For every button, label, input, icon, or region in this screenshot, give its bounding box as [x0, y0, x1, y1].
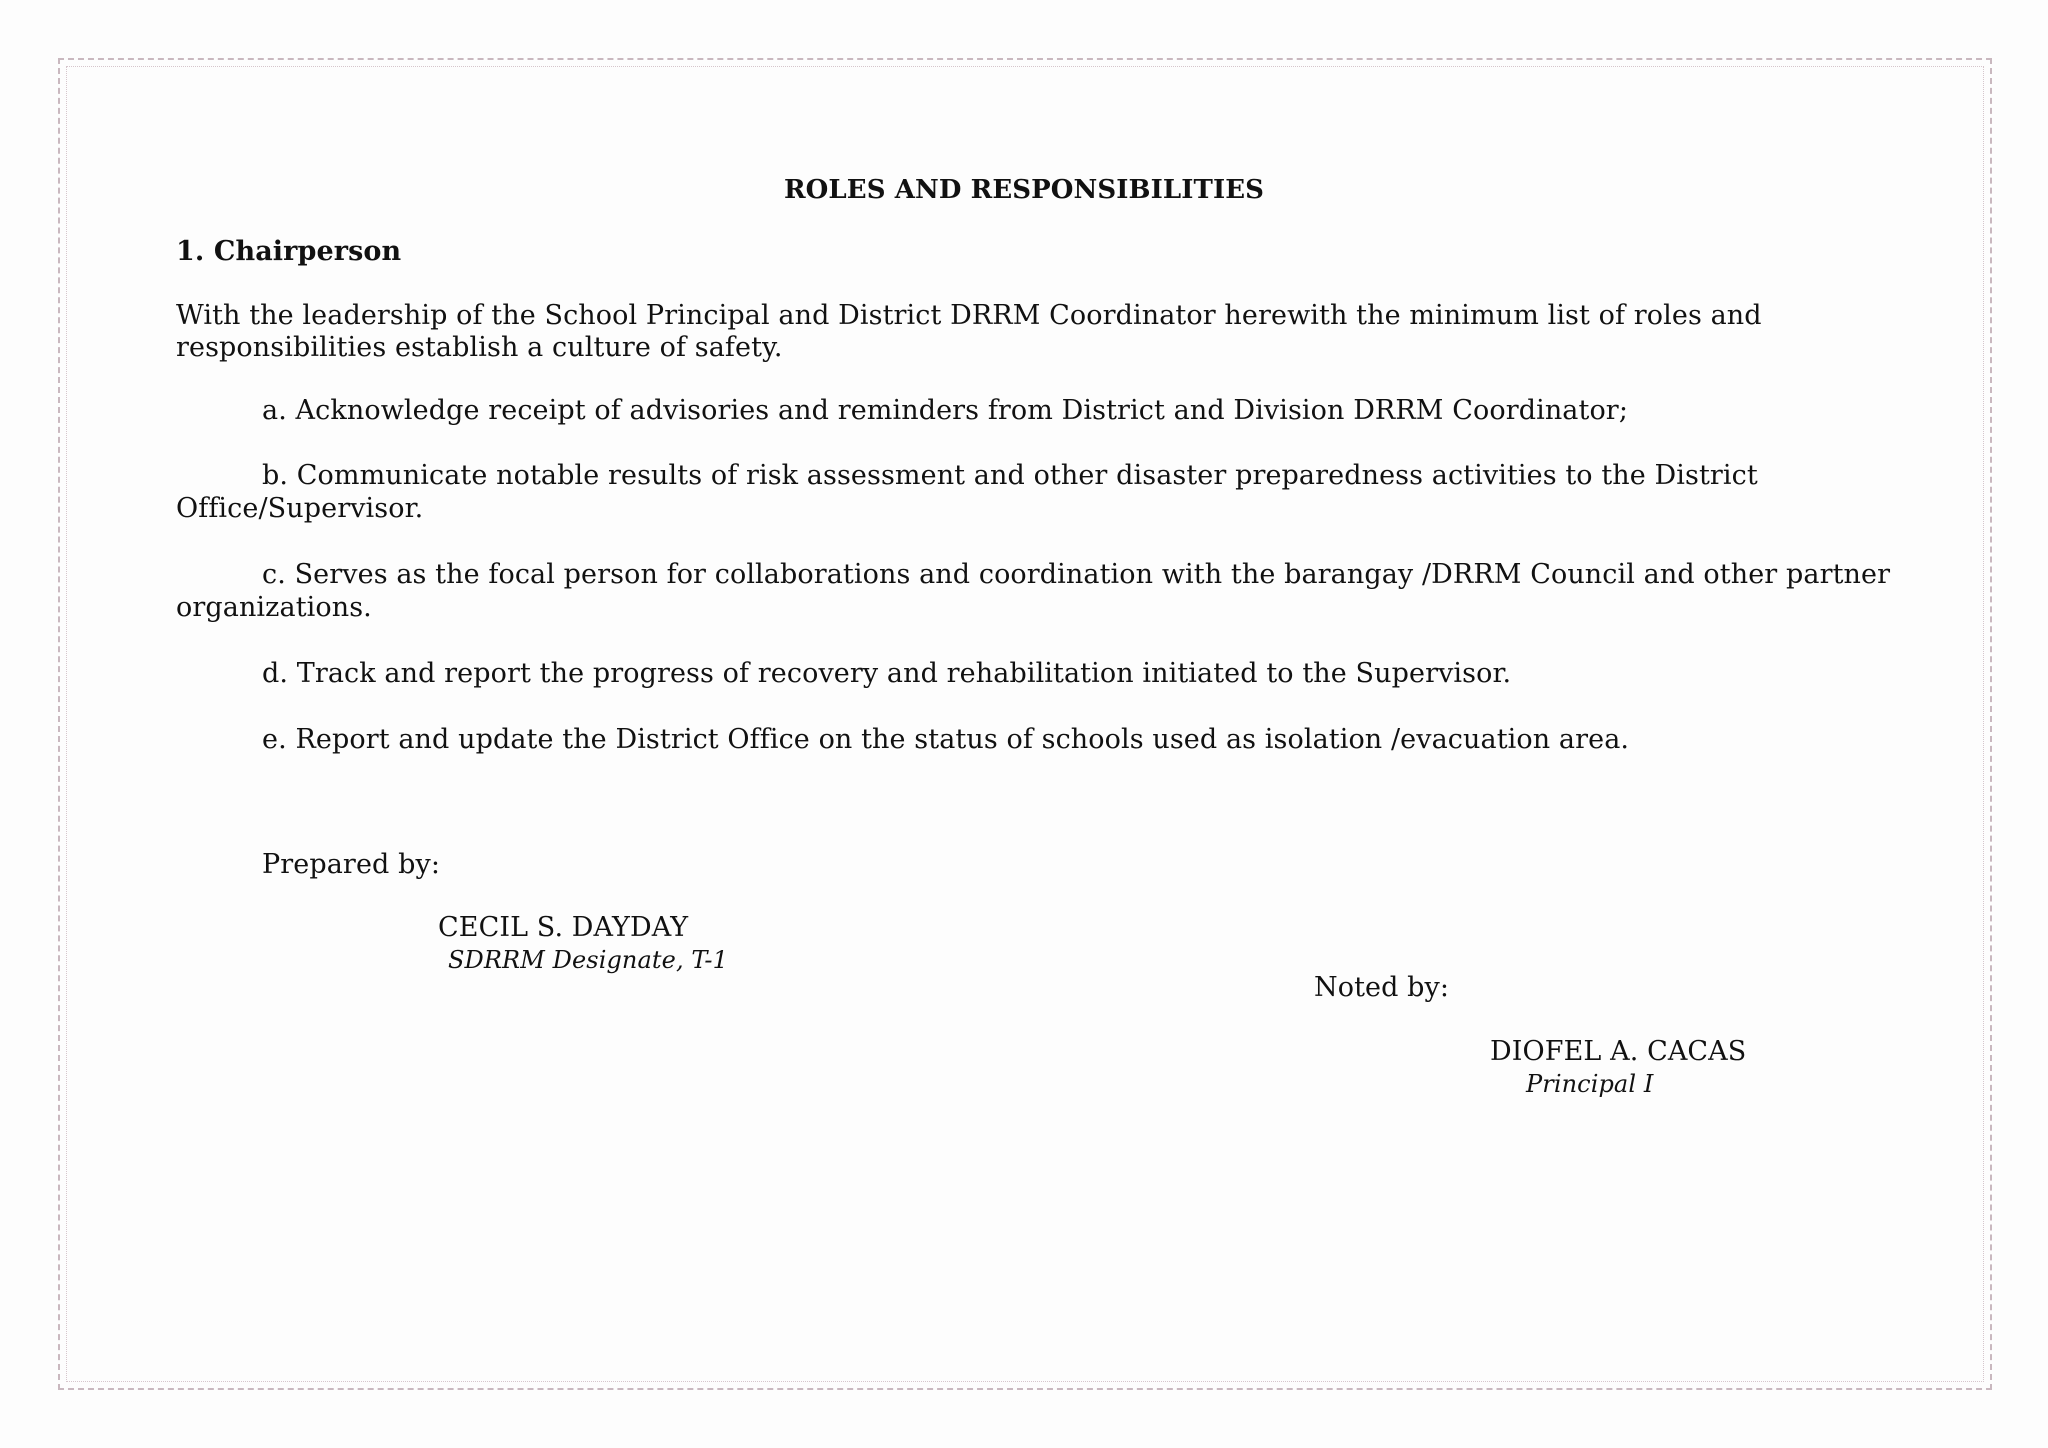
section-heading: 1. Chairperson: [176, 236, 402, 267]
noter-name: DIOFEL A. CACAS: [1490, 1036, 1747, 1067]
noted-by-label: Noted by:: [1314, 972, 1450, 1003]
preparer-name: CECIL S. DAYDAY: [438, 912, 689, 943]
intro-paragraph-line-1: With the leadership of the School Principal and District DRRM Coordinator herewith the minimum list of roles and: [176, 300, 1762, 331]
intro-paragraph-line-2: responsibilities establish a culture of safety.: [176, 332, 783, 363]
list-item-a: a. Acknowledge receipt of advisories and reminders from District and Division DRRM Coordinator;: [262, 395, 1629, 426]
list-item-b: b. Communicate notable results of risk assessment and other disaster preparedness activities to the District: [262, 460, 1758, 491]
preparer-title: SDRRM Designate, T-1: [448, 946, 728, 974]
document-title: ROLES AND RESPONSIBILITIES: [783, 175, 1265, 205]
list-item-b-continuation: Office/Supervisor.: [176, 493, 424, 524]
noter-title: Principal I: [1526, 1070, 1654, 1098]
prepared-by-label: Prepared by:: [262, 849, 441, 880]
list-item-c-continuation: organizations.: [176, 592, 372, 623]
list-item-e: e. Report and update the District Office on the status of schools used as isolation /evacuation area.: [262, 724, 1630, 755]
list-item-c: c. Serves as the focal person for collaborations and coordination with the barangay /DRRM Council and other partner: [262, 559, 1891, 590]
list-item-d: d. Track and report the progress of recovery and rehabilitation initiated to the Supervisor.: [262, 658, 1512, 689]
